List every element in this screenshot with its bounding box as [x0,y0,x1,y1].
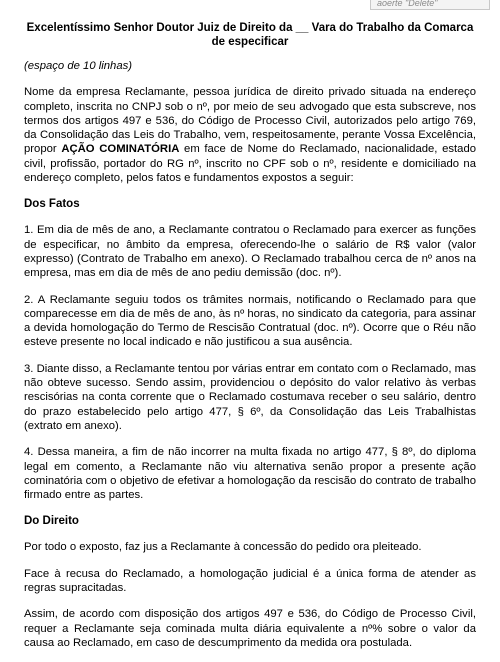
fatos-paragraph-4: 4. Dessa maneira, a fim de não incorrer na multa fixada no artigo 477, § 8º, do diploma legal em comento, a Reclamante não viu alternativa senão propor a presente ação cominatória com o objetivo de efetivar a homologação da rescisão do contrato de trabalho firmado entre as partes. [24,446,476,502]
fatos-paragraph-3: 3. Diante disso, a Reclamante tentou por várias entrar em contato com o Reclamado, mas não obteve sucesso. Sendo assim, providenciou o depósito do valor relativo às verbas rescisórias na conta corrente que o Reclamado costumava receber o seu salário, dentro do prazo estabelecido pelo artigo 477, § 6º, da Consolidação das Leis Trabalhistas (extrato em anexo). [24,362,476,432]
direito-paragraph-1: Por todo o exposto, faz jus a Reclamante à concessão do pedido ora pleiteado. [24,541,422,554]
intro-text-before: Nome da empresa Reclamante, pessoa jurídica de direito privado situada na endereço completo, inscrita no CNPJ sob o nº, por meio de seu advogado que esta subscreve, nos termos dos artigos 497 e 536, do Código de Processo Civil, autorizados pelo artigo 769, da Consolidação das Leis do Trabalho, vem, respeitosamente, perante Vossa Excelência, propor [24,86,476,156]
fatos-heading: Dos Fatos [24,198,80,211]
delete-hint-box: aoerte "Delete" [370,0,490,10]
spacing-note: (espaço de 10 linhas) [24,60,133,72]
document-title: Excelentíssimo Senhor Doutor Juiz de Direito da __ Vara do Trabalho da Comarca de especificar [26,22,474,48]
fatos-paragraph-1: 1. Em dia de mês de ano, a Reclamante contratou o Reclamado para exercer as funções de especificar, no âmbito da empresa, oferecendo-lhe o salário de R$ valor (valor expresso) (Contrato de Trabalho em anexo). O Reclamado trabalhou cerca de nº anos na empresa, mas em dia de mês de ano pediu demissão (doc. nº). [24,224,476,280]
direito-paragraph-2: Face à recusa do Reclamado, a homologação judicial é a única forma de atender as regras supracitadas. [24,567,476,595]
document-body [24,22,476,662]
direito-heading: Do Direito [24,515,79,528]
intro-text-after: em face de Nome do Reclamado, nacionalidade, estado civil, profissão, portador do RG nº, inscrito no CPF sob o nº, residente e domiciliado na endereço completo, pelos fatos e fundamentos expostos a seguir: [24,143,477,185]
top-toolbar [0,0,500,12]
intro-paragraph [24,85,476,185]
action-name: AÇÃO COMINATÓRIA [61,143,180,156]
direito-paragraph-3: Assim, de acordo com disposição dos artigos 497 e 536, do Código de Processo Civil, requer a Reclamante seja cominada multa diária equivalente a nº% sobre o valor da causa ao Reclamado, em caso de descumprimento da medida ora postulada. [24,608,476,649]
fatos-paragraph-2: 2. A Reclamante seguiu todos os trâmites normais, notificando o Reclamado para que comparecesse em dia de mês de ano, às nº horas, no sindicato da categoria, para assinar a devida homologação do Termo de Rescisão Contratual (doc. nº). Ocorre que o Réu não esteve presente no local indicado e não justificou a sua ausência. [24,293,476,349]
